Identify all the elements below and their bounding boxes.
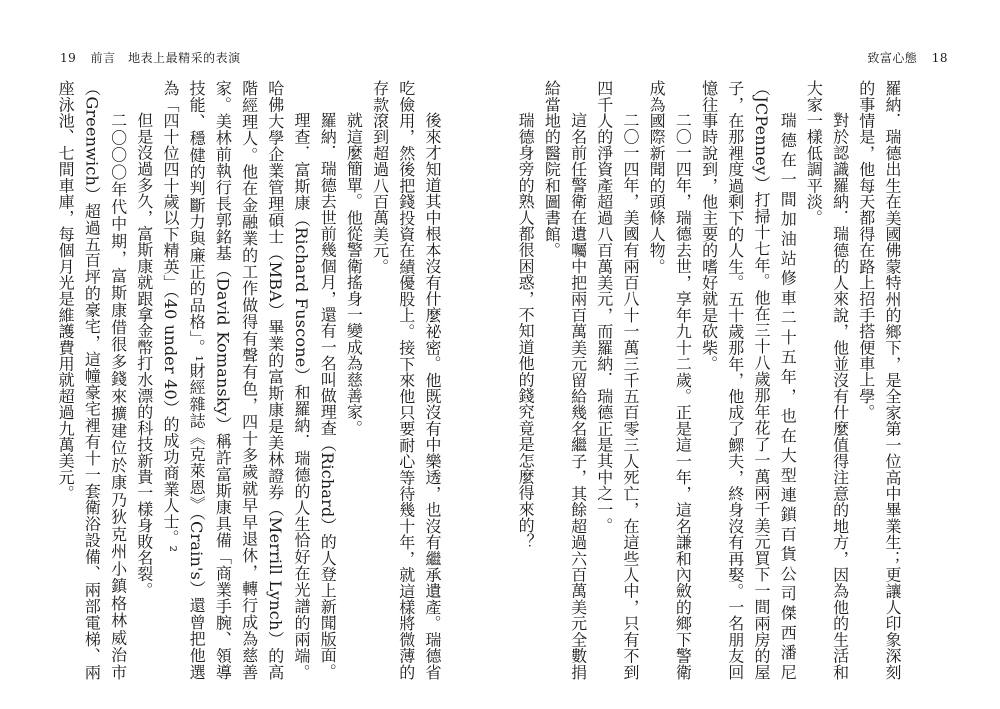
paragraph: 二〇〇〇年代中期，富斯康借很多錢來擴建位於康乃狄克州小鎮格林威治市（Greenwich）超過五百坪的豪宅，這幢豪宅裡有十一套衛浴設備、兩部電梯、兩座泳池、七間車庫，每個月光是維護費用就超過九萬美元。: [56, 80, 128, 680]
right-page-number: 18: [931, 51, 948, 65]
paragraph: 瑞德身旁的熟人都很困惑，不知道他的錢究竟是怎麼得來的？: [516, 112, 536, 550]
right-page: [516, 80, 905, 680]
left-page-header: [60, 49, 241, 66]
paragraph: 羅納．瑞德出生在美國佛蒙特州的鄉下，是全家第一位高中畢業生；更讓人印象深刻的事情是，他每天都得在路上招手搭便車上學。: [856, 80, 902, 680]
paragraph: 就這麼簡單。他從警衛搖身一變成為慈善家。: [344, 112, 364, 436]
paragraph: 但是沒過多久，富斯康就跟拿金幣打水漂的科技新貴一樣身敗名裂。: [134, 112, 154, 598]
paragraph: 理查．富斯康（Richard Fuscone）和羅納．瑞德的人生恰好在光譜的兩端。哈佛大學企業管理碩士（MBA）畢業的富斯康是美林證券（Merrill Lynch）的高階經理人。他在金融業的工作做得有聲有色，四十多歲就早早退休，轉行成為慈善家。美林前執行長郭銘基（David Komansky）稱許富斯康具備「商業手腕、領導技能、穩健的判斷力與廉正的品格」。¹財經雜誌《克萊恩》（Crain's）還曾把他選為「四十位四十歲以下精英」（40 under 40）的成功商業人士。²: [160, 80, 311, 680]
left-page: [55, 80, 445, 680]
paragraph: 瑞德在一間加油站修車二十五年，也在大型連鎖百貨公司傑西潘尼（JCPenney）打掃十七年。他在三十八歲那年花了一萬兩千美元買下一間兩房的屋子，在那裡度過剩下的人生。五十歲那年，他成了鰥夫，終身沒有再娶。一名朋友回憶往事時說到，他主要的嗜好就是砍柴。: [699, 80, 798, 680]
paragraph: 後來才知道其中根本沒有什麼祕密。他既沒有中樂透，也沒有繼承遺產。瑞德省吃儉用，然後把錢投資在績優股上。接下來他只要耐心等待幾十年，就這樣將微薄的存款滾到超過八百萬美元。: [370, 80, 442, 680]
right-page-header: [867, 49, 948, 66]
paragraph: 對於認識羅納．瑞德的人來說，他並沒有什麼值得注意的地方，因為他的生活和大家一樣低調平淡。: [804, 80, 850, 680]
right-running-title: 致富心態: [867, 51, 918, 65]
left-running-title: 前言 地表上最精采的表演: [90, 51, 241, 65]
paragraph: 這名前任警衛在遺囑中把兩百萬美元留給幾名繼子，其餘超過六百萬美元全數捐給當地的醫院和圖書館。: [542, 80, 588, 680]
right-page-body: [516, 80, 905, 680]
paragraph: 二〇一四年，美國有兩百八十一萬三千五百零三人死亡，在這些人中，只有不到四千人的淨資產超過八百萬美元，而羅納．瑞德正是其中之一。: [594, 80, 640, 680]
left-page-body: [55, 80, 445, 680]
left-page-number: 19: [60, 51, 77, 65]
paragraph: 二〇一四年，瑞德去世，享年九十二歲。正是這一年，這名謙和內斂的鄉下警衛成為國際新聞的頭條人物。: [647, 80, 693, 680]
paragraph: 羅納．瑞德去世前幾個月，還有一名叫做理查（Richard）的人登上新聞版面。: [318, 112, 338, 680]
